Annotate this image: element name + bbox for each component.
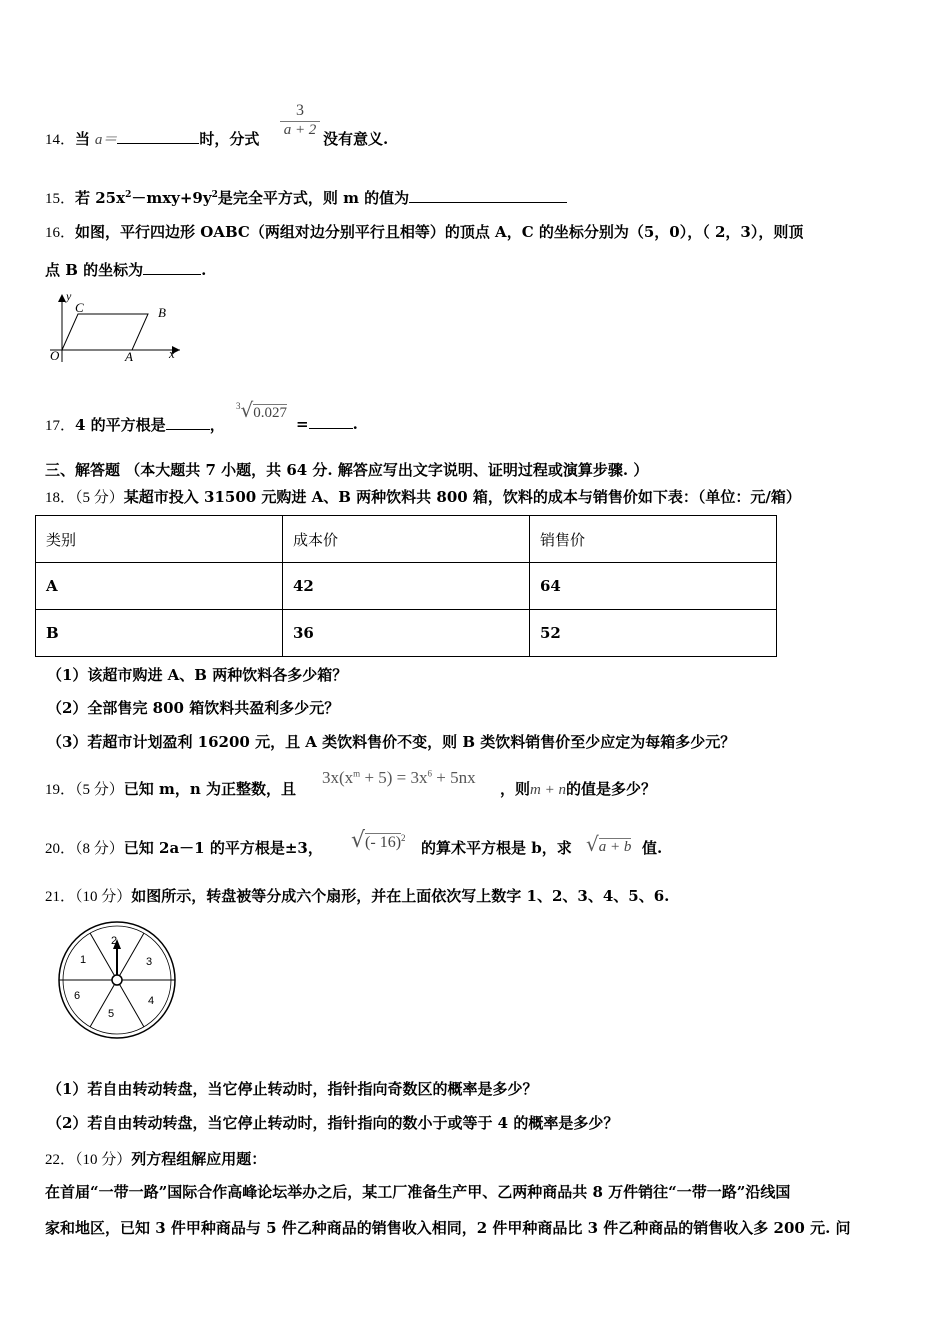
point-c-label: C xyxy=(75,300,84,315)
sqrt-expression: √a + b xyxy=(586,832,632,856)
q18-sub1: （1）该超市购进 A、B 两种饮料各多少箱？ xyxy=(47,666,348,684)
formula: $3x(x^m + 5) = 3x^6 + 5nx$ xyxy=(322,768,476,787)
spinner-wheel xyxy=(52,919,184,1045)
question-20: 20．（8 分）已知 2a－1 的平方根是±3， xyxy=(45,839,323,857)
question-16: 16．如图，平行四边形 OABC（两组对边分别平行且相等）的顶点 A，C 的坐标分别为（5，0），（ 2，3），则顶 xyxy=(45,223,804,241)
question-19: 19．（5 分）已知 m，n 为正整数，且 xyxy=(45,780,297,798)
question-21: 21．（10 分）如图所示，转盘被等分成六个扇形，并在上面依次写上数字 1、2、3、4、5、6. xyxy=(45,887,670,905)
q18-sub3: （3）若超市计划盈利 16200 元，且 A 类饮料售价不变，则 B 类饮料销售价至少应定为每箱多少元？ xyxy=(47,733,736,751)
question-number: 14． xyxy=(45,132,76,148)
q18-sub2: （2）全部售完 800 箱饮料共盈利多少元？ xyxy=(47,699,340,717)
q22-line1: 在首届“一带一路”国际合作高峰论坛举办之后，某工厂准备生产甲、乙两种商品共 8 万件销往“一带一路”沿线国 xyxy=(45,1183,791,1201)
q22-line2: 家和地区，已知 3 件甲种商品与 5 件乙种商品的销售收入相同，2 件甲种商品比 3 件乙种商品的销售收入多 200 元. 问 xyxy=(45,1219,851,1237)
sector-label: 6 xyxy=(74,990,81,1002)
sector-label: 4 xyxy=(148,995,155,1007)
section-heading: 三、解答题 （本大题共 7 小题，共 64 分. 解答应写出文字说明、证明过程或演算步骤. ） xyxy=(45,461,649,479)
sector-label: 5 xyxy=(108,1008,115,1020)
sqrt-expression: √(- 16)$^2$ xyxy=(351,828,406,853)
cube-root: $^3$√0.027 xyxy=(236,398,287,422)
parallelogram-figure xyxy=(45,290,190,365)
price-table xyxy=(35,515,777,657)
point-b-label: B xyxy=(158,305,166,320)
answer-blank xyxy=(166,415,210,430)
q21-sub2: （2）若自由转动转盘，当它停止转动时，指针指向的数小于或等于 4 的概率是多少？ xyxy=(47,1114,619,1132)
question-22: 22．（10 分）列方程组解应用题： xyxy=(45,1150,267,1168)
question-15: 15．若 $25x^2-mxy+9y^2$是完全平方式，则 m 的值为 xyxy=(45,187,567,208)
table-row: A 42 64 xyxy=(36,563,777,610)
question-18: 18．（5 分）某超市投入 31500 元购进 A、B 两种饮料共 800 箱，饮料的成本与销售价如下表：（单位：元/箱） xyxy=(45,488,801,506)
variable: a xyxy=(94,132,103,148)
sector-label: 3 xyxy=(146,956,153,968)
answer-blank xyxy=(143,260,201,275)
question-14: 14．当 a＝ 时，分式 xyxy=(45,130,260,148)
table-header-row: 类别 成本价 销售价 xyxy=(36,516,777,563)
answer-blank xyxy=(117,129,199,144)
answer-blank xyxy=(409,188,567,203)
origin-label: O xyxy=(50,348,60,363)
y-axis-label: y xyxy=(66,290,72,303)
x-axis-label: x xyxy=(169,346,175,361)
question-17: 17．4 的平方根是 ， xyxy=(45,416,225,434)
fraction: 3 a + 2 xyxy=(280,102,320,139)
q21-sub1: （1）若自由转动转盘，当它停止转动时，指针指向奇数区的概率是多少？ xyxy=(47,1080,538,1098)
point-a-label: A xyxy=(125,349,133,364)
answer-blank xyxy=(309,414,353,429)
sector-label: 1 xyxy=(80,954,87,966)
sector-label: 2 xyxy=(111,935,118,947)
table-row: B 36 52 xyxy=(36,610,777,657)
